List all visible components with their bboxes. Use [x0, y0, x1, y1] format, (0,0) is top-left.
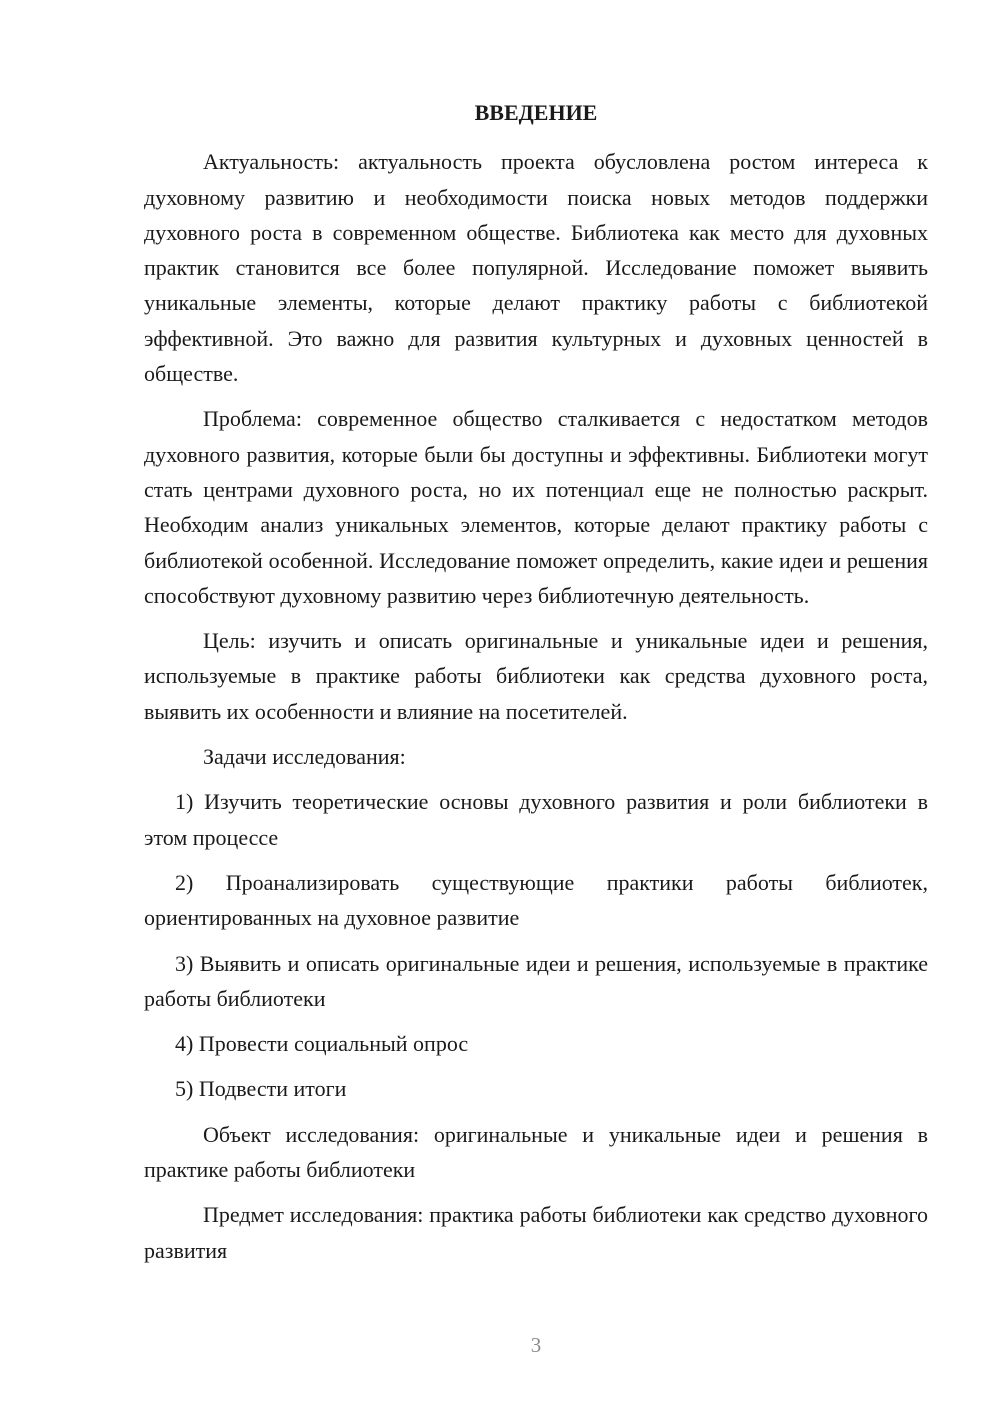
- paragraph-object: Объект исследования: оригинальные и уникальные идеи и решения в практике работы библиотеки: [144, 1121, 928, 1183]
- section-title: ВВЕДЕНИЕ: [474, 100, 598, 125]
- list-item: 3) Выявить и описать оригинальные идеи и решения, используемые в практике работы библиотеки: [144, 950, 928, 1011]
- document-page: [144, 95, 928, 1278]
- page-number: 3: [530, 1333, 542, 1357]
- list-item: 5) Подвести итоги: [175, 1076, 347, 1102]
- paragraph-subject: Предмет исследования: практика работы библиотеки как средство духовного развития: [144, 1202, 928, 1263]
- paragraph-problem: Проблема: современное общество сталкивается с недостатком методов духовного развития, которые были бы доступны и эффективны. Библиотеки могут стать центрами духовного роста, но их потенциал еще не полностью раскрыт. Необходим анализ уникальных элементов, которые делают практику работы с библиотекой особенной. Исследование поможет определить, какие идеи и решения способствуют духовному развитию через библиотечную деятельность.: [144, 406, 928, 608]
- list-item: 1) Изучить теоретические основы духовного развития и роли библиотеки в этом процессе: [144, 789, 928, 850]
- paragraph-tasks-heading: Задачи исследования:: [203, 744, 406, 770]
- paragraph-relevance: Актуальность: актуальность проекта обусловлена ростом интереса к духовному развитию и необходимости поиска новых методов поддержки духовного роста в современном обществе. Библиотека как место для духовных практик становится все более популярной. Исследование поможет выявить уникальные элементы, которые делают практику работы с библиотекой эффективной. Это важно для развития культурных и духовных ценностей в обществе.: [144, 149, 928, 387]
- list-item: 4) Провести социальный опрос: [175, 1031, 469, 1057]
- paragraph-goal: Цель: изучить и описать оригинальные и уникальные идеи и решения, используемые в практике работы библиотеки как средства духовного роста, выявить их особенности и влияние на посетителей.: [144, 628, 928, 724]
- tasks-list: [144, 784, 928, 1106]
- list-item: 2) Проанализировать существующие практики работы библиотек, ориентированных на духовное развитие: [144, 869, 928, 931]
